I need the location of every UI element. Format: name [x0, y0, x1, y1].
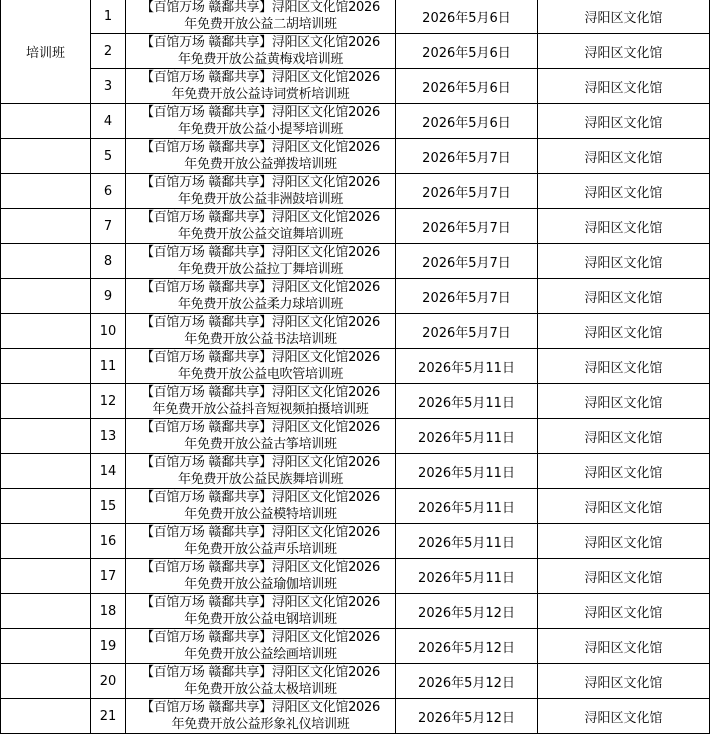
course-title-line2: 年免费开放公益书法培训班: [184, 332, 337, 347]
course-date: 2026年5月11日: [396, 454, 538, 489]
course-date: 2026年5月7日: [396, 279, 538, 314]
course-title: [126, 34, 396, 69]
course-title-line2: 年免费开放公益非洲鼓培训班: [177, 192, 344, 207]
category-blank-cell: [1, 174, 91, 209]
table-row: [1, 349, 710, 384]
course-title: [126, 69, 396, 104]
category-blank-cell: [1, 454, 91, 489]
course-title-line1: 【百馆万场 赣鄱共享】浔阳区文化馆2026: [141, 70, 380, 85]
organizer: 浔阳区文化馆: [538, 34, 710, 69]
row-number: 9: [91, 279, 126, 314]
course-title-line2: 年免费开放公益拉丁舞培训班: [177, 262, 344, 277]
course-title: [126, 384, 396, 419]
course-title-line2: 年免费开放公益古筝培训班: [184, 437, 337, 452]
course-title-line1: 【百馆万场 赣鄱共享】浔阳区文化馆2026: [141, 455, 380, 470]
course-title-line1: 【百馆万场 赣鄱共享】浔阳区文化馆2026: [141, 385, 380, 400]
row-number: 19: [91, 629, 126, 664]
course-date: 2026年5月7日: [396, 174, 538, 209]
table-row: [1, 314, 710, 349]
course-title-line1: 【百馆万场 赣鄱共享】浔阳区文化馆2026: [141, 350, 380, 365]
table-row: [1, 699, 710, 734]
table-row: [1, 279, 710, 314]
course-title-line2: 年免费开放公益小提琴培训班: [177, 122, 344, 137]
course-title-line2: 年免费开放公益瑜伽培训班: [184, 577, 337, 592]
course-title: [126, 664, 396, 699]
row-number: 18: [91, 594, 126, 629]
course-title-line1: 【百馆万场 赣鄱共享】浔阳区文化馆2026: [141, 140, 380, 155]
course-title-line1: 【百馆万场 赣鄱共享】浔阳区文化馆2026: [141, 0, 380, 15]
course-title: [126, 629, 396, 664]
row-number: 12: [91, 384, 126, 419]
organizer: 浔阳区文化馆: [538, 209, 710, 244]
course-title-line1: 【百馆万场 赣鄱共享】浔阳区文化馆2026: [141, 280, 380, 295]
course-title: [126, 104, 396, 139]
organizer: 浔阳区文化馆: [538, 664, 710, 699]
row-number: 13: [91, 419, 126, 454]
category-blank-cell: [1, 244, 91, 279]
course-title: [126, 349, 396, 384]
organizer: 浔阳区文化馆: [538, 139, 710, 174]
course-title-line2: 年免费开放公益太极培训班: [184, 682, 337, 697]
course-title-line2: 年免费开放公益声乐培训班: [184, 542, 337, 557]
course-date: 2026年5月11日: [396, 489, 538, 524]
category-cell: 培训班: [1, 0, 91, 104]
course-title-line2: 年免费开放公益模特培训班: [184, 507, 337, 522]
row-number: 5: [91, 139, 126, 174]
course-title: [126, 594, 396, 629]
table-row: [1, 139, 710, 174]
course-date: 2026年5月12日: [396, 699, 538, 734]
category-blank-cell: [1, 139, 91, 174]
course-title-line1: 【百馆万场 赣鄱共享】浔阳区文化馆2026: [141, 490, 380, 505]
row-number: 2: [91, 34, 126, 69]
table-row: [1, 489, 710, 524]
course-title-line2: 年免费开放公益电吹管培训班: [177, 367, 344, 382]
table-row: [1, 419, 710, 454]
course-date: 2026年5月11日: [396, 559, 538, 594]
course-title: [126, 454, 396, 489]
table-row: [1, 34, 710, 69]
course-title-line2: 年免费开放公益交谊舞培训班: [177, 227, 344, 242]
course-title-line1: 【百馆万场 赣鄱共享】浔阳区文化馆2026: [141, 595, 380, 610]
organizer: 浔阳区文化馆: [538, 559, 710, 594]
table-row: [1, 209, 710, 244]
course-title-line2: 年免费开放公益黄梅戏培训班: [177, 52, 344, 67]
table-row: [1, 629, 710, 664]
course-title-line2: 年免费开放公益形象礼仪培训班: [171, 717, 350, 732]
organizer: 浔阳区文化馆: [538, 524, 710, 559]
organizer: 浔阳区文化馆: [538, 699, 710, 734]
category-blank-cell: [1, 104, 91, 139]
course-title: [126, 139, 396, 174]
organizer: 浔阳区文化馆: [538, 104, 710, 139]
organizer: 浔阳区文化馆: [538, 489, 710, 524]
table-row: [1, 0, 710, 34]
table-row: [1, 664, 710, 699]
category-blank-cell: [1, 209, 91, 244]
course-date: 2026年5月11日: [396, 524, 538, 559]
table-row: [1, 454, 710, 489]
course-title-line2: 年免费开放公益抖音短视频拍摄培训班: [152, 402, 369, 417]
course-date: 2026年5月7日: [396, 314, 538, 349]
row-number: 16: [91, 524, 126, 559]
course-title-line2: 年免费开放公益二胡培训班: [184, 17, 337, 32]
organizer: 浔阳区文化馆: [538, 454, 710, 489]
course-date: 2026年5月7日: [396, 139, 538, 174]
row-number: 15: [91, 489, 126, 524]
organizer: 浔阳区文化馆: [538, 384, 710, 419]
category-blank-cell: [1, 699, 91, 734]
course-title-line1: 【百馆万场 赣鄱共享】浔阳区文化馆2026: [141, 315, 380, 330]
course-title: [126, 314, 396, 349]
category-blank-cell: [1, 489, 91, 524]
course-date: 2026年5月12日: [396, 629, 538, 664]
course-date: 2026年5月6日: [396, 34, 538, 69]
course-title: [126, 699, 396, 734]
course-date: 2026年5月6日: [396, 69, 538, 104]
course-date: 2026年5月7日: [396, 209, 538, 244]
row-number: 14: [91, 454, 126, 489]
organizer: 浔阳区文化馆: [538, 279, 710, 314]
course-title-line1: 【百馆万场 赣鄱共享】浔阳区文化馆2026: [141, 420, 380, 435]
course-date: 2026年5月12日: [396, 664, 538, 699]
row-number: 21: [91, 699, 126, 734]
table-row: [1, 384, 710, 419]
course-title-line1: 【百馆万场 赣鄱共享】浔阳区文化馆2026: [141, 700, 380, 715]
course-title-line1: 【百馆万场 赣鄱共享】浔阳区文化馆2026: [141, 630, 380, 645]
course-title-line2: 年免费开放公益柔力球培训班: [177, 297, 344, 312]
course-title-line2: 年免费开放公益绘画培训班: [184, 647, 337, 662]
course-date: 2026年5月11日: [396, 419, 538, 454]
row-number: 8: [91, 244, 126, 279]
organizer: 浔阳区文化馆: [538, 314, 710, 349]
course-title-line1: 【百馆万场 赣鄱共享】浔阳区文化馆2026: [141, 210, 380, 225]
course-date: 2026年5月7日: [396, 244, 538, 279]
organizer: 浔阳区文化馆: [538, 629, 710, 664]
course-title: [126, 559, 396, 594]
course-title: [126, 279, 396, 314]
course-title-line1: 【百馆万场 赣鄱共享】浔阳区文化馆2026: [141, 175, 380, 190]
course-title-line2: 年免费开放公益诗词赏析培训班: [171, 87, 350, 102]
course-title-line1: 【百馆万场 赣鄱共享】浔阳区文化馆2026: [141, 105, 380, 120]
course-date: 2026年5月11日: [396, 384, 538, 419]
course-title: [126, 419, 396, 454]
organizer: 浔阳区文化馆: [538, 0, 710, 34]
organizer: 浔阳区文化馆: [538, 244, 710, 279]
row-number: 4: [91, 104, 126, 139]
row-number: 6: [91, 174, 126, 209]
table-body: [1, 0, 710, 734]
category-blank-cell: [1, 594, 91, 629]
table-row: [1, 524, 710, 559]
course-title-line2: 年免费开放公益弹拨培训班: [184, 157, 337, 172]
course-title: [126, 0, 396, 34]
organizer: 浔阳区文化馆: [538, 349, 710, 384]
row-number: 1: [91, 0, 126, 34]
course-title-line2: 年免费开放公益民族舞培训班: [177, 472, 344, 487]
table-row: [1, 104, 710, 139]
category-blank-cell: [1, 629, 91, 664]
category-blank-cell: [1, 524, 91, 559]
course-date: 2026年5月12日: [396, 594, 538, 629]
course-date: 2026年5月6日: [396, 104, 538, 139]
table-row: [1, 559, 710, 594]
category-blank-cell: [1, 559, 91, 594]
table-row: [1, 244, 710, 279]
course-title-line1: 【百馆万场 赣鄱共享】浔阳区文化馆2026: [141, 525, 380, 540]
row-number: 10: [91, 314, 126, 349]
course-title-line1: 【百馆万场 赣鄱共享】浔阳区文化馆2026: [141, 665, 380, 680]
row-number: 7: [91, 209, 126, 244]
course-date: 2026年5月6日: [396, 0, 538, 34]
row-number: 17: [91, 559, 126, 594]
organizer: 浔阳区文化馆: [538, 69, 710, 104]
course-title: [126, 174, 396, 209]
table-row: [1, 69, 710, 104]
table-row: [1, 174, 710, 209]
category-blank-cell: [1, 349, 91, 384]
course-title-line1: 【百馆万场 赣鄱共享】浔阳区文化馆2026: [141, 245, 380, 260]
category-blank-cell: [1, 384, 91, 419]
organizer: 浔阳区文化馆: [538, 174, 710, 209]
course-title: [126, 524, 396, 559]
organizer: 浔阳区文化馆: [538, 419, 710, 454]
category-blank-cell: [1, 314, 91, 349]
row-number: 11: [91, 349, 126, 384]
course-date: 2026年5月11日: [396, 349, 538, 384]
course-title-line1: 【百馆万场 赣鄱共享】浔阳区文化馆2026: [141, 560, 380, 575]
course-title: [126, 489, 396, 524]
organizer: 浔阳区文化馆: [538, 594, 710, 629]
course-title: [126, 244, 396, 279]
course-title-line1: 【百馆万场 赣鄱共享】浔阳区文化馆2026: [141, 35, 380, 50]
row-number: 3: [91, 69, 126, 104]
row-number: 20: [91, 664, 126, 699]
course-title: [126, 209, 396, 244]
course-title-line2: 年免费开放公益电钢培训班: [184, 612, 337, 627]
category-blank-cell: [1, 419, 91, 454]
table-row: [1, 594, 710, 629]
category-blank-cell: [1, 664, 91, 699]
category-blank-cell: [1, 279, 91, 314]
